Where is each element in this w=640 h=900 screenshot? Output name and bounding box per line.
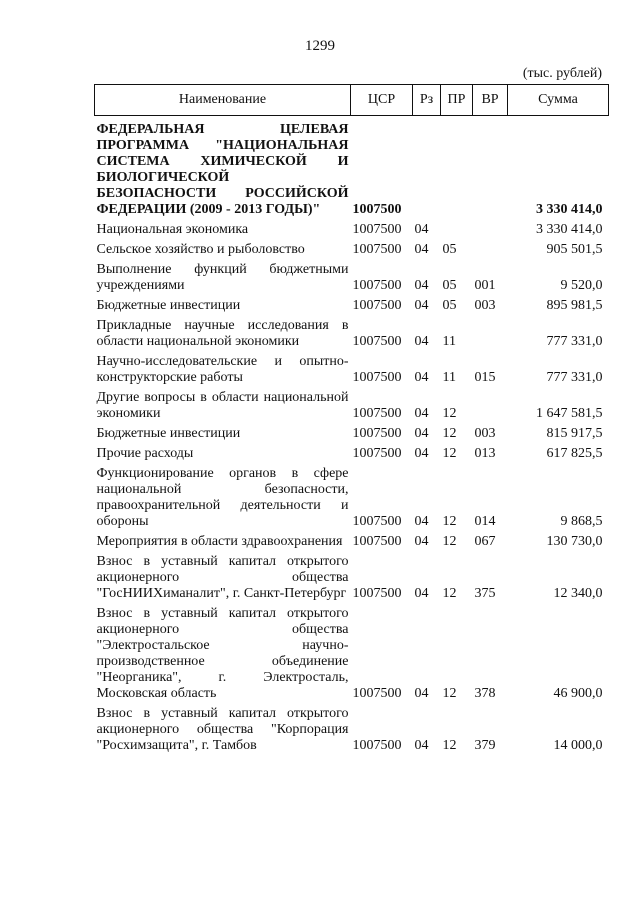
table-row (95, 318, 609, 354)
cell-vr (473, 318, 508, 354)
cell-sum: 9 520,0 (560, 278, 603, 293)
cell-pr: 12 (442, 586, 457, 601)
cell-rz: 04 (414, 514, 429, 529)
cell-vr (473, 390, 508, 426)
cell-name: Другие вопросы в области национальной экономики (96, 390, 349, 421)
cell-rz: 04 (414, 586, 429, 601)
cell-pr (441, 116, 473, 223)
cell-name: Прикладные научные исследования в области национальной экономики (96, 318, 349, 349)
table-row (95, 222, 609, 242)
cell-pr: 12 (442, 534, 457, 549)
cell-vr: 015 (474, 370, 496, 385)
cell-pr: 05 (442, 298, 457, 313)
cell-name: ФЕДЕРАЛЬНАЯ ЦЕЛЕВАЯ ПРОГРАММА "НАЦИОНАЛЬНАЯ СИСТЕМА ХИМИЧЕСКОЙ И БИОЛОГИЧЕСКОЙ БЕЗОПАСНОСТИ РОССИЙСКОЙ ФЕДЕРАЦИИ (2009 - 2013 ГОДЫ)" (96, 122, 349, 217)
cell-csr: 1007500 (352, 406, 402, 421)
cell-csr: 1007500 (352, 278, 402, 293)
cell-name: Прочие расходы (96, 446, 194, 461)
cell-rz: 04 (414, 278, 429, 293)
cell-sum: 777 331,0 (546, 334, 603, 349)
cell-rz: 04 (414, 426, 429, 441)
cell-csr: 1007500 (352, 686, 402, 701)
cell-rz: 04 (414, 334, 429, 349)
cell-sum: 14 000,0 (553, 738, 603, 753)
cell-csr: 1007500 (352, 298, 402, 313)
cell-rz: 04 (414, 686, 429, 701)
cell-vr (473, 242, 508, 262)
cell-pr: 12 (442, 446, 457, 461)
cell-rz: 04 (414, 534, 429, 549)
cell-name: Бюджетные инвестиции (96, 426, 241, 441)
table-row (95, 606, 609, 706)
cell-csr: 1007500 (352, 202, 402, 217)
table-row (95, 242, 609, 262)
cell-rz: 04 (414, 406, 429, 421)
cell-rz: 04 (414, 222, 429, 237)
cell-vr: 378 (474, 686, 496, 701)
header-csr: ЦСР (351, 85, 413, 116)
cell-sum: 895 981,5 (546, 298, 603, 313)
cell-name: Взнос в уставный капитал открытого акционерного общества "Корпорация "Росхимзащита", г. Тамбов (96, 706, 349, 753)
cell-csr: 1007500 (352, 370, 402, 385)
cell-sum: 12 340,0 (553, 586, 603, 601)
cell-name: Функционирование органов в сфере национальной безопасности, правоохранительной деятельности и обороны (96, 466, 349, 529)
cell-name: Бюджетные инвестиции (96, 298, 241, 313)
header-pr: ПР (441, 85, 473, 116)
cell-csr: 1007500 (352, 446, 402, 461)
table-row (95, 534, 609, 554)
table-row (95, 706, 609, 758)
cell-pr (441, 222, 473, 242)
table-row (95, 446, 609, 466)
cell-pr: 12 (442, 686, 457, 701)
cell-rz: 04 (414, 242, 429, 257)
cell-sum: 617 825,5 (546, 446, 603, 461)
cell-csr: 1007500 (352, 222, 402, 237)
cell-csr: 1007500 (352, 586, 402, 601)
cell-sum: 905 501,5 (546, 242, 603, 257)
header-name: Наименование (95, 85, 351, 116)
budget-table (94, 84, 609, 758)
cell-name: Взнос в уставный капитал открытого акционерного общества "Электростальское научно-производственное объединение "Неорганика", г. Электросталь, Московская область (96, 606, 349, 701)
cell-pr: 05 (442, 242, 457, 257)
cell-pr: 12 (442, 738, 457, 753)
cell-rz: 04 (414, 738, 429, 753)
cell-vr: 014 (474, 514, 496, 529)
page-number: 1299 (305, 38, 335, 54)
cell-vr: 379 (474, 738, 496, 753)
cell-pr: 11 (442, 370, 456, 385)
table-body (95, 116, 609, 759)
header-sum: Сумма (508, 85, 609, 116)
cell-name: Национальная экономика (96, 222, 249, 237)
cell-vr: 003 (474, 426, 496, 441)
cell-vr: 067 (474, 534, 496, 549)
units-label: (тыс. рублей) (522, 66, 602, 81)
cell-vr (473, 116, 508, 223)
cell-sum: 3 330 414,0 (536, 222, 603, 237)
cell-csr: 1007500 (352, 738, 402, 753)
table-row (95, 466, 609, 534)
cell-vr: 001 (474, 278, 496, 293)
cell-name: Мероприятия в области здравоохранения (96, 534, 343, 549)
cell-vr (473, 222, 508, 242)
cell-csr: 1007500 (352, 514, 402, 529)
cell-name: Научно-исследовательские и опытно-конструкторские работы (96, 354, 349, 385)
cell-rz: 04 (414, 370, 429, 385)
table-row (95, 298, 609, 318)
table-row (95, 262, 609, 298)
table-row (95, 116, 609, 223)
cell-csr: 1007500 (352, 426, 402, 441)
cell-sum: 1 647 581,5 (536, 406, 603, 421)
cell-sum: 46 900,0 (553, 686, 603, 701)
table-header (95, 85, 609, 116)
cell-rz: 04 (414, 298, 429, 313)
cell-pr: 05 (442, 278, 457, 293)
header-rz: Рз (413, 85, 441, 116)
cell-vr: 003 (474, 298, 496, 313)
cell-csr: 1007500 (352, 334, 402, 349)
cell-rz: 04 (414, 446, 429, 461)
cell-name: Выполнение функций бюджетными учреждениями (96, 262, 349, 293)
cell-pr: 12 (442, 426, 457, 441)
cell-csr: 1007500 (352, 534, 402, 549)
table-row (95, 426, 609, 446)
cell-sum: 777 331,0 (546, 370, 603, 385)
cell-sum: 130 730,0 (546, 534, 603, 549)
cell-pr: 12 (442, 406, 457, 421)
cell-vr: 375 (474, 586, 496, 601)
cell-vr: 013 (474, 446, 496, 461)
table-row (95, 554, 609, 606)
cell-name: Сельское хозяйство и рыболовство (96, 242, 305, 257)
cell-sum: 815 917,5 (546, 426, 603, 441)
cell-pr: 12 (442, 514, 457, 529)
table-row (95, 354, 609, 390)
cell-sum: 9 868,5 (560, 514, 603, 529)
cell-name: Взнос в уставный капитал открытого акционерного общества "ГосНИИХиманалит", г. Санкт-Петербург (96, 554, 349, 601)
table-row (95, 390, 609, 426)
header-vr: ВР (473, 85, 508, 116)
cell-csr: 1007500 (352, 242, 402, 257)
cell-rz (413, 116, 441, 223)
cell-pr: 11 (442, 334, 456, 349)
cell-sum: 3 330 414,0 (536, 202, 603, 217)
